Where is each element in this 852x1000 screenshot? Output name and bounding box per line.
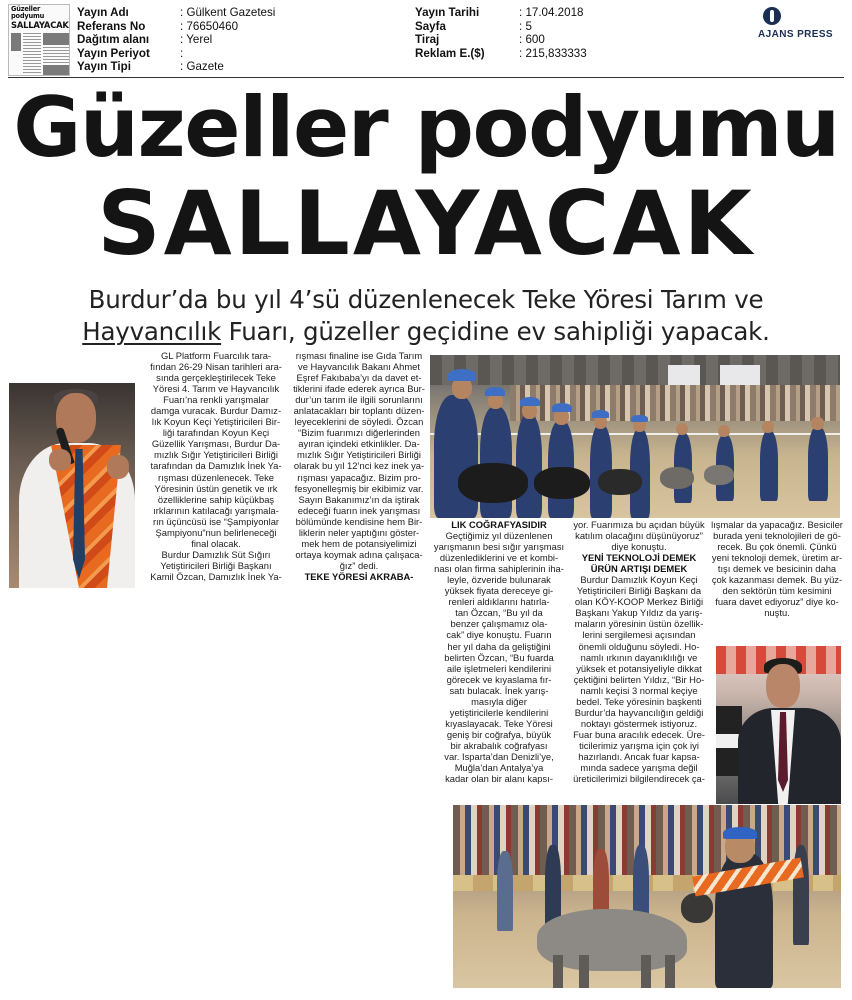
article-line: Yetiştiricileri Birliği Başkanı (160, 559, 272, 571)
photo-shape (766, 664, 800, 708)
article-line: Burdur’da hayvancılığın geldiği (574, 706, 704, 718)
article-line: Yetiştiricileri Birliği Başkanı da (576, 585, 702, 597)
article-column-3 (430, 519, 568, 784)
article-line: ğız” dedi. (339, 559, 379, 571)
publication-meta-left (77, 6, 275, 74)
article-line: nuştu. (764, 607, 790, 619)
article-line: hazırlandı. Ancak fuar kapsa- (578, 750, 700, 762)
article-line: renleri aldıklarını hatırla- (448, 596, 550, 608)
article-column-5 (710, 519, 844, 618)
subheadline-line2 (0, 316, 852, 348)
meta-label: Tiraj (415, 33, 440, 47)
photo-goat-parade-crowd (453, 805, 841, 988)
article-line: tarafından da Damızlık İnek Ya- (150, 460, 282, 472)
meta-row (77, 33, 275, 47)
photo-shape (808, 427, 828, 501)
meta-label: Yayın Tarihi (415, 6, 480, 19)
article-line: LIK COĞRAFYASIDIR (451, 519, 547, 530)
article-line: burada yeni teknolojileri de gö- (713, 530, 841, 542)
article-line: rışması finaline ise Gıda Tarım (295, 350, 423, 361)
article-line: olarak bu yıl 12’nci kez inek ya- (293, 460, 425, 472)
article-line: Geçtiğimiz yıl düzenlenen (445, 530, 553, 542)
photo-shape (811, 417, 824, 430)
article-line: anlatacakları bir toplantı düzen- (293, 405, 425, 417)
article-line: benzer çalışmamız ola- (450, 618, 548, 630)
article-line: rışması yapacağız. Bizim pro- (297, 471, 421, 483)
photo-shape (534, 467, 590, 499)
photo-shape (552, 403, 572, 412)
article-line: tışı demek ve besicinin daha (717, 563, 837, 575)
photo-shape (631, 415, 648, 422)
article-column-1 (145, 350, 287, 582)
meta-row (77, 60, 275, 74)
subheadline-line2-rest: Fuarı, güzeller geçidine ev sahipliği yapacak. (221, 317, 770, 346)
thumbnail-title-line2: SALLAYACAK (11, 20, 69, 30)
article-line: önemli olduğunu söyledi. Ho- (578, 640, 700, 652)
article-line: her yıl daha da geliştiğini (447, 640, 551, 652)
photo-shape (485, 387, 505, 396)
article-line: recek. Bu çok önemli. Çünkü (717, 541, 837, 553)
photo-shape (681, 893, 713, 923)
article-column-4 (568, 519, 710, 784)
headline-line1: Güzeller podyumu (13, 79, 839, 176)
article-line: Burdur Damızlık Süt Sığırı (161, 548, 271, 560)
article-line: özelliklerine sahip küçükbaş (157, 493, 275, 505)
article-line: rın üçüncüsü ise “Şampiyonlar (152, 515, 280, 527)
meta-row (415, 33, 587, 47)
article-line: mek hem de potansiyelimizi (301, 537, 417, 549)
article-line: TEKE YÖRESİ AKRABA- (304, 570, 414, 582)
meta-label: Sayfa (415, 19, 446, 33)
photo-shape (598, 469, 642, 495)
photo-yakup-yildiz (716, 646, 841, 804)
thumbnail-title-line1: Güzeller podyumu (11, 5, 45, 20)
photo-shape (676, 423, 688, 435)
meta-label: Yayın Adı (77, 6, 129, 19)
article-line: lerini sergilemesi açısından (582, 629, 696, 641)
photo-goat-contest-handlers (430, 355, 840, 518)
photo-shape (762, 421, 774, 433)
article-line: ayıran içindeki etkinlikler. Da- (298, 438, 420, 450)
article-line: nası olan firma sahiplerinin iha- (434, 563, 564, 575)
photo-shape (520, 397, 540, 406)
article-line: masıyla diğer (471, 695, 527, 707)
article-line: leyeceklerini de söyledi. Özcan (294, 416, 424, 428)
article-line: Şampiyonu”nun belirleneceği (155, 526, 277, 538)
meta-row (77, 47, 275, 61)
article-line: çok kazanması demek. Bu yüz- (711, 574, 843, 586)
article-line: diye konuştu. (611, 541, 667, 553)
thumbnail-photo (43, 33, 69, 45)
meta-value: : 5 (519, 19, 532, 33)
headline-line2: SALLAYACAK (97, 172, 755, 275)
photo-shape (723, 827, 757, 839)
article-line: yetiştiricilerle kendilerini (449, 706, 549, 718)
article-line: yüksek fiyata dereceye gi- (444, 585, 554, 597)
thumbnail-photo (11, 33, 21, 51)
article-line: bedel. Teke yöresinin başkenti (576, 695, 702, 707)
article-line: ÜRÜN ARTIŞI DEMEK (590, 563, 688, 575)
meta-label: Dağıtım alanı (77, 33, 150, 47)
article-line: kadar olan bir alanı kapsı- (445, 773, 553, 785)
meta-value: : Gazete (180, 60, 224, 74)
article-line: yüksek et potansiyeliyle dikkat (576, 662, 702, 674)
publication-meta-right (415, 6, 587, 60)
article-line: Yöresi 4. Tarım ve Hayvancılık (152, 383, 280, 395)
page-thumbnail (8, 4, 70, 76)
article-line: dur’un tarım ile ilgili sorunlarını (295, 394, 423, 406)
photo-shape (497, 851, 513, 931)
article-line: Burdur Damızlık Koyun Keçi (580, 574, 698, 586)
article-line: namlı keçisi 3 normal keçiye (580, 684, 698, 696)
photo-shape (704, 465, 734, 485)
article-line: mında sadece yarışma değil (580, 762, 698, 774)
meta-row (77, 20, 275, 34)
article-line: Eşref Fakıbaba’yı da davet et- (296, 372, 422, 384)
article-line: rışması düzenlenecek. Teke (157, 471, 275, 483)
article-line: Güzellik Yarışması, Burdur Da- (151, 438, 281, 450)
article-line: fuara davet ediyoruz” diye ko- (715, 596, 839, 608)
meta-value: : Gülkent Gazetesi (180, 6, 276, 19)
article-line: yor. Fuarımıza bu açıdan büyük (573, 519, 705, 530)
header-divider (8, 77, 844, 78)
article-line: çektiğini belirten Yıldız, “Bir Ho- (573, 673, 705, 685)
article-line: damga vuracak. Burdur Damız- (150, 405, 282, 417)
meta-row (415, 20, 587, 34)
article-line: kıyaslayacak. Teke Yöresi (445, 717, 553, 729)
article-line: maların yöresinin üstün özellik- (574, 618, 704, 630)
article-line: görecek ve kıyaslama fır- (446, 673, 552, 685)
logo-mark-icon (763, 7, 781, 25)
article-line: Başkanı Yakup Yıldız da yarış- (575, 607, 703, 619)
photo-shape (458, 463, 528, 503)
meta-value: : 76650460 (180, 19, 239, 33)
photo-shape (516, 415, 542, 518)
article-line: tiklerini ifade ederek ayrıca Bur- (293, 383, 425, 395)
thumbnail-text-block (23, 33, 41, 73)
article-line: Fuarı’na renkli yarışmalar (163, 394, 269, 406)
subheadline-line1: Burdur’da bu yıl 4’sü düzenlenecek Teke Yöresi Tarım ve (88, 285, 764, 314)
logo-text: AJANS PRESS (758, 29, 833, 40)
photo-shape (641, 955, 651, 988)
meta-label: Yayın Tipi (77, 60, 131, 74)
meta-value: : 215,833333 (519, 46, 587, 60)
article-line: leyle, özveride bulunarak (447, 574, 551, 586)
article-line: belirten Özcan, “Bu fuarda (444, 651, 554, 663)
article-line: bir akrabalık coğrafyası (450, 739, 548, 751)
photo-shape (760, 431, 778, 501)
thumbnail-text-block (43, 47, 69, 63)
subheadline-underlined-word: Hayvancılık (82, 317, 222, 346)
meta-row (77, 6, 275, 20)
meta-value: : Yerel (180, 33, 213, 47)
meta-value: : 17.04.2018 (519, 6, 584, 19)
photo-shape (718, 425, 730, 437)
article-line: ortaya koymak adına çalışaca- (295, 548, 423, 560)
article-line: tan Özcan, “Bu yıl da (455, 607, 543, 619)
photo-shape (448, 369, 476, 381)
article-line: yarışmanın besi sığır yarışması (433, 541, 565, 553)
meta-label: Yayın Periyot (77, 46, 150, 60)
article-line: fından 26-29 Nisan tarihleri ara- (150, 361, 282, 373)
article-line: var. Isparta’dan Denizli’ye, (444, 750, 554, 762)
article-line: yeni teknoloji demek, üretim ar- (711, 552, 843, 564)
meta-row (415, 6, 587, 20)
ajans-press-logo (758, 7, 848, 43)
article-line: mızlık Sığır Yetiştiricileri Birliği (154, 449, 278, 461)
article-line: namlı ırkının dayanıklılığı ve (580, 651, 698, 663)
article-line: den sektörün tüm kesimini (722, 585, 832, 597)
article-line: “Bizim fuarımızı diğerlerinden (298, 427, 420, 439)
article-line: bölümünde kendisine hem Bir- (295, 515, 423, 527)
article-line: YENİ TEKNOLOJİ DEMEK (581, 552, 697, 564)
photo-shape (665, 955, 675, 988)
article-line: ticilerimiz yarışma için çok iyi (579, 739, 699, 751)
article-line: final olacak. (191, 537, 241, 549)
article-line: satı bulacak. İnek yarış- (449, 684, 549, 696)
article-line: edeceği fuarın inek yarışması (297, 504, 421, 516)
article-line: liği tarafından Koyun Keçi (162, 427, 270, 439)
article-line: Yöresinin üstün genetik ve ırk (154, 482, 278, 494)
photo-shape (49, 449, 71, 471)
article-line: ırklarının katılacağı yarışmala- (153, 504, 279, 516)
photo-kamil-ozcan-speaking (9, 383, 135, 588)
photo-shape (579, 955, 589, 988)
meta-label: Reklam E.($) (415, 46, 485, 60)
photo-shape (107, 455, 129, 479)
article-line: katılım olacağını düşünüyoruz” (575, 530, 703, 542)
article-line: Sayın Bakanımız’ın da iştirak (298, 493, 420, 505)
article-line: olan KÖY-KOOP Merkez Birliği (574, 596, 704, 608)
meta-row (415, 47, 587, 61)
photo-shape (592, 410, 609, 418)
photo-shape (660, 467, 694, 489)
article-line: lışmalar da yapacağız. Besiciler (711, 519, 843, 530)
article-line: GL Platform Fuarcılık tara- (160, 350, 272, 361)
meta-label: Referans No (77, 19, 146, 33)
article-line: düzenlediklerini ve et kombi- (439, 552, 559, 564)
article-line: cak” diye konuştu. Fuarın (446, 629, 552, 641)
photo-shape (553, 955, 563, 988)
meta-value: : 600 (519, 33, 545, 47)
article-line: Kamil Özcan, Damızlık İnek Ya- (150, 570, 282, 582)
article-line: lık Koyun Keçi Yetiştiricileri Bir- (151, 416, 281, 428)
thumbnail-photo (43, 65, 69, 75)
article-column-2 (290, 350, 428, 582)
article-line: üreticilerimizi bilgilendirecek ça- (573, 773, 705, 785)
article-line: mızlık Sığır Yetiştiricileri Birliği (297, 449, 421, 461)
article-line: ve Hayvancılık Bakanı Ahmet (298, 361, 420, 373)
article-line: Muğla’dan Antalya’ya (454, 762, 544, 774)
meta-value: : (180, 46, 184, 60)
article-line: noktayı göstermek istiyoruz. (580, 717, 698, 729)
article-line: aile işletmeleri kendilerini (446, 662, 552, 674)
article-line: liklerin neler yaptığını göster- (298, 526, 420, 538)
article-line: fesyonelleşmiş bir ekibimiz var. (294, 482, 424, 494)
photo-shape (430, 355, 840, 385)
article-line: Fuar buna aracılık edecek. Üre- (573, 728, 705, 740)
article-line: sında gerçekleştirilecek Teke (156, 372, 276, 384)
article-line: geniş bir coğrafya, büyük (446, 728, 552, 740)
